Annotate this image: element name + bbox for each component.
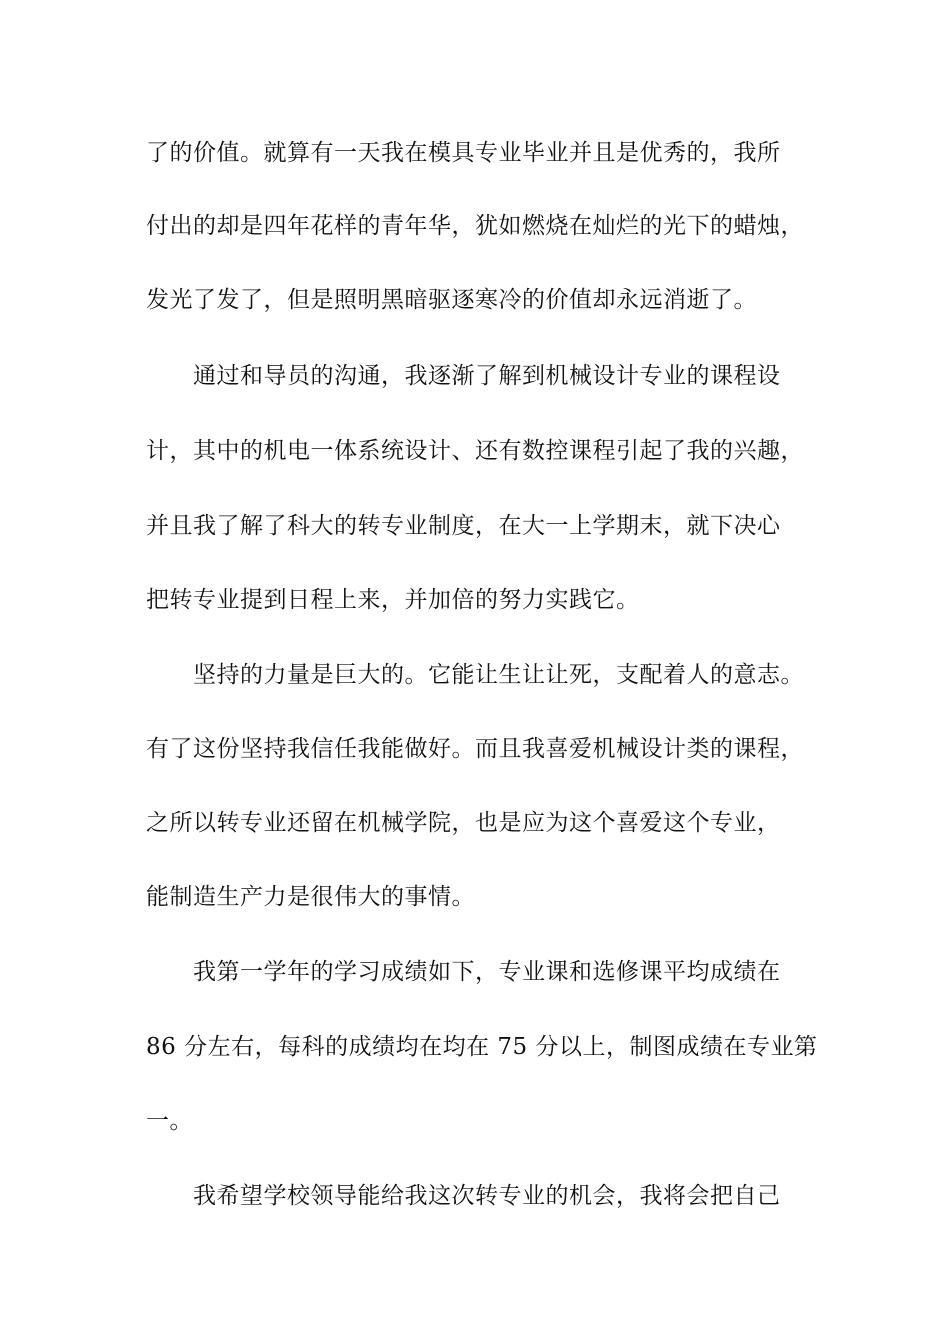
paragraph-first-line: 通过和导员的沟通，我逐渐了解到机械设计专业的课程设 <box>193 363 781 389</box>
text-line: 86 分左右，每科的成绩均在均在 75 分以上，制图成绩在专业第 <box>146 1034 818 1060</box>
paragraph-first-line: 我第一学年的学习成绩如下，专业课和选修课平均成绩在 <box>193 959 781 985</box>
text-line: 能制造生产力是很伟大的事情。 <box>146 884 475 910</box>
paragraph-first-line: 坚持的力量是巨大的。它能让生让让死，支配着人的意志。 <box>193 662 804 688</box>
text-line: 了的价值。就算有一天我在模具专业毕业并且是优秀的，我所 <box>146 140 781 166</box>
text-line: 发光了发了，但是照明黑暗驱逐寒冷的价值却永远消逝了。 <box>146 287 757 313</box>
text-line: 计，其中的机电一体系统设计、还有数控课程引起了我的兴趣， <box>146 438 804 464</box>
text-line: 之所以转专业还留在机械学院，也是应为这个喜爱这个专业， <box>146 810 781 836</box>
text-line: 付出的却是四年花样的青年华，犹如燃烧在灿烂的光下的蜡烛， <box>146 213 804 239</box>
text-line: 一。 <box>146 1108 193 1134</box>
paragraph-first-line: 我希望学校领导能给我这次转专业的机会，我将会把自己 <box>193 1183 781 1209</box>
text-line: 把转专业提到日程上来，并加倍的努力实践它。 <box>146 587 640 613</box>
text-line: 并且我了解了科大的转专业制度，在大一上学期末，就下决心 <box>146 513 781 539</box>
text-line: 有了这份坚持我信任我能做好。而且我喜爱机械设计类的课程， <box>146 736 804 762</box>
